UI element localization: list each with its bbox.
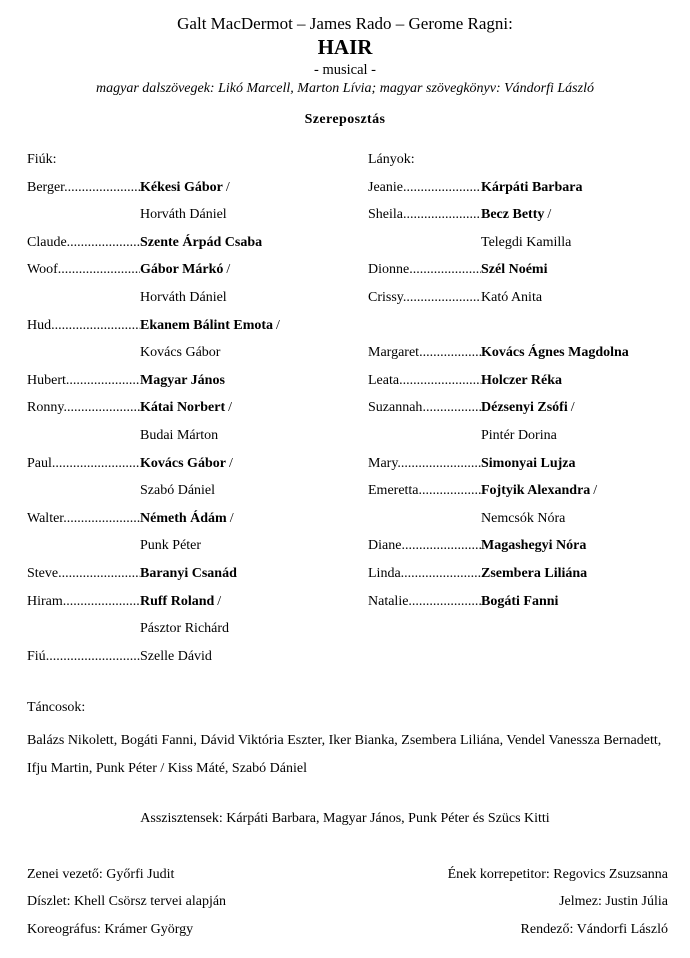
role-name: Mary ..... [368,450,481,478]
boys-column [27,146,357,670]
alternate-actor: Budai Márton [140,427,219,443]
cast-row [368,588,678,616]
actor-name: Ruff Roland [140,593,215,609]
cast-row [27,560,357,588]
role-name: Berger ..... [27,174,140,202]
actor-name: Magashegyi Nóra [481,538,587,554]
cast-row [368,256,678,284]
cast-row [27,174,357,202]
cast-row [27,394,357,422]
role-name: Emeretta ..... [368,477,481,505]
role-name: Ronny ..... [27,394,140,422]
girls-column [368,146,678,615]
role-name: Suzannah ..... [368,394,481,422]
cast-row [27,312,357,340]
cast-row [27,339,357,367]
cast-row [368,394,678,422]
alternate-separator: / [276,317,280,333]
choreographer: Koreográfus: Krámer György [27,922,194,937]
actor-name: Kovács Ágnes Magdolna [481,345,629,361]
alternate-actor: Nemcsók Nóra [481,510,566,526]
translation-credits: magyar dalszövegek: Likó Marcell, Marton Lívia; magyar szövegkönyv: Vándorfi László [96,81,594,96]
cast-row [368,201,678,229]
director: Rendező: Vándorfi László [520,922,668,937]
cast-row [27,588,357,616]
cast-row [27,615,357,643]
assistants-line: Asszisztensek: Kárpáti Barbara, Magyar János, Punk Péter és Szücs Kitti [140,811,550,826]
alternate-separator: / [228,400,233,416]
alternate-actor: Horváth Dániel [140,289,227,305]
cast-row [368,505,678,533]
cast-row [27,229,357,257]
dancers-heading: Táncosok: [27,700,86,715]
costume-designer: Jelmez: Justin Júlia [559,894,668,909]
actor-name: Szente Árpád Csaba [140,234,263,250]
role-name: Diane ..... [368,532,481,560]
actor-name: Ekanem Bálint Emota [140,317,274,333]
authors-line: Galt MacDermot – James Rado – Gerome Ragni: [177,14,513,33]
alternate-actor: Horváth Dániel [140,207,227,223]
cast-row [27,422,357,450]
actor-name: Becz Betty [481,207,545,223]
actor-name: Kovács Gábor [140,455,226,471]
vocal-coach: Ének korrepetitor: Regovics Zsuzsanna [447,867,668,882]
role-name: Dionne ..... [368,256,481,284]
cast-row [27,532,357,560]
cast-row [368,174,678,202]
actor-name: Szél Noémi [481,262,548,278]
cast-row [27,643,357,671]
cast-row [27,256,357,284]
role-name: Jeanie ..... [368,174,481,202]
role-name: Woof ..... [27,256,140,284]
cast-row [368,450,678,478]
alternate-actor: Pintér Dorina [481,427,557,443]
alternate-actor: Punk Péter [140,538,202,554]
actor-name: Kárpáti Barbara [481,179,583,195]
alternate-separator: / [547,207,552,223]
role-name: Fiú ..... [27,643,140,671]
role-name: Hud ..... [27,312,140,340]
set-designer: Díszlet: Khell Csörsz tervei alapján [27,894,227,909]
actor-name: Kátai Norbert [140,400,226,416]
role-name: Sheila ..... [368,201,481,229]
actor-name: Fojtyik Alexandra [481,483,591,499]
subtitle: - musical - [313,62,376,78]
alternate-actor: Kovács Gábor [140,345,221,361]
cast-row [368,229,678,257]
actor-name: Baranyi Csanád [140,565,237,581]
role-name: Hiram ..... [27,588,140,616]
girls-cast-list [368,174,678,616]
boys-label: Fiúk: [27,152,57,167]
cast-row [27,477,357,505]
alternate-separator: / [229,510,234,526]
actor-name: Németh Ádám [140,510,227,526]
role-name: Steve ..... [27,560,140,588]
boys-cast-list [27,174,357,671]
music-director: Zenei vezető: Győrfi Judit [27,867,175,882]
actor-name: Dézsenyi Zsófi [481,400,568,416]
cast-row [368,367,678,395]
cast-row [368,560,678,588]
alternate-separator: / [593,483,598,499]
role-name: Claude ..... [27,229,140,257]
alternate-separator: / [217,593,222,609]
actor-name: Gábor Márkó [140,262,224,278]
alternate-separator: / [228,455,233,471]
role-name: Crissy ..... [368,284,481,312]
cast-row [368,284,678,312]
role-name: Natalie ..... [368,588,481,616]
cast-row [27,201,357,229]
actor-name: Magyar János [140,372,225,388]
actor-name: Kékesi Gábor [140,179,223,195]
alternate-separator: / [226,262,231,278]
role-name: Linda ..... [368,560,481,588]
alternate-separator: / [570,400,575,416]
cast-row [368,339,678,367]
alternate-actor: Szabó Dániel [140,483,216,499]
actor-name: Holczer Réka [481,372,562,388]
actor-name: Simonyai Lujza [481,455,576,471]
cast-row [368,312,678,340]
page-title: HAIR [317,35,373,59]
role-name: Walter ..... [27,505,140,533]
actor-name: Szelle Dávid [140,648,212,664]
dancers-list: Balázs Nikolett, Bogáti Fanni, Dávid Viktória Eszter, Iker Bianka, Zsembera Liliána, Vendel Vanessza Bernadett, Ifju Martin, Punk Péter / Kiss Máté, Szabó Dániel [27,733,662,776]
role-name: Margaret ..... [368,339,481,367]
cast-row [368,532,678,560]
cast-heading: Szereposztás [304,112,386,127]
girls-label: Lányok: [368,152,415,167]
cast-row [27,505,357,533]
actor-name: Zsembera Liliána [481,565,588,581]
cast-row [27,367,357,395]
alternate-actor: Telegdi Kamilla [481,234,572,250]
role-name: Leata ..... [368,367,481,395]
actor-name: Kató Anita [481,289,543,305]
role-name: Paul ..... [27,450,140,478]
cast-row [368,477,678,505]
cast-row [368,422,678,450]
cast-row [27,450,357,478]
actor-name: Bogáti Fanni [481,593,559,609]
cast-row [27,284,357,312]
alternate-separator: / [225,179,230,195]
alternate-actor: Pásztor Richárd [140,621,230,637]
role-name: Hubert ..... [27,367,140,395]
